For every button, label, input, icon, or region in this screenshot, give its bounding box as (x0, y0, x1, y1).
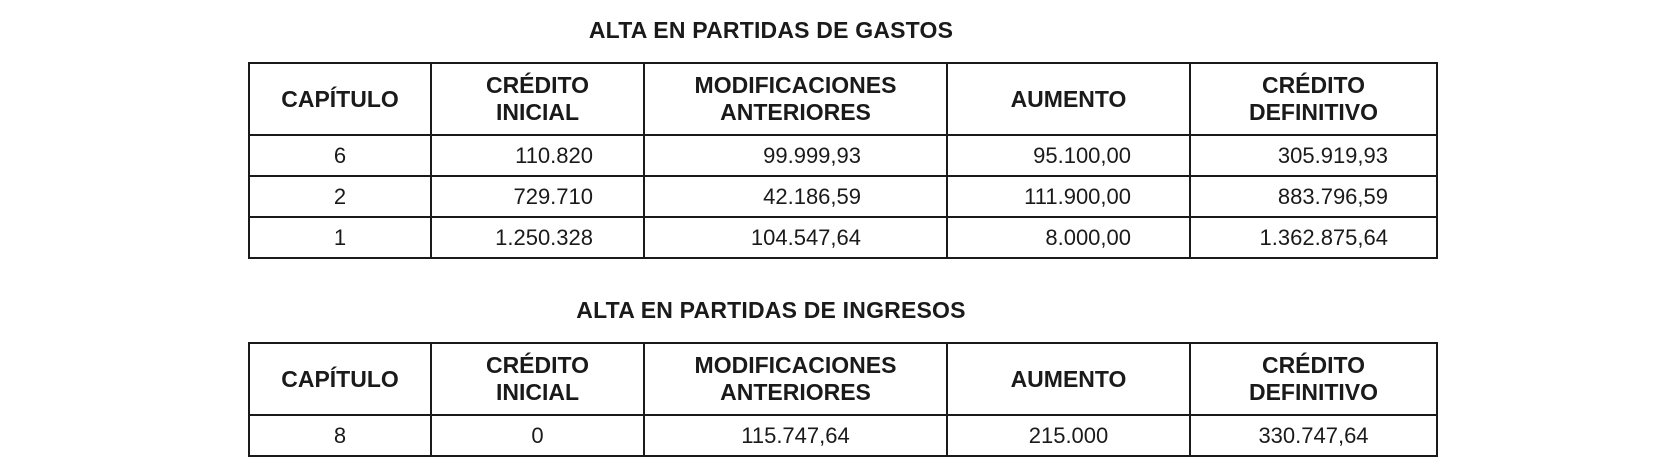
header-capitulo: CAPÍTULO (249, 343, 431, 415)
ingresos-table-title: ALTA EN PARTIDAS DE INGRESOS (576, 297, 966, 323)
cell-aumento: 215.000 (947, 415, 1190, 456)
header-aumento: AUMENTO (947, 63, 1190, 135)
gastos-table (248, 62, 1438, 259)
cell-modificaciones: 42.186,59 (644, 176, 947, 217)
cell-credito-inicial: 1.250.328 (431, 217, 644, 258)
cell-credito-definitivo: 1.362.875,64 (1190, 217, 1437, 258)
ingresos-table (248, 342, 1438, 457)
table-row (249, 217, 1437, 258)
cell-modificaciones: 99.999,93 (644, 135, 947, 176)
gastos-table-title: ALTA EN PARTIDAS DE GASTOS (588, 17, 954, 43)
cell-credito-inicial: 110.820 (431, 135, 644, 176)
header-aumento: AUMENTO (947, 343, 1190, 415)
table-row (249, 415, 1437, 456)
table-row (249, 135, 1437, 176)
cell-aumento: 95.100,00 (947, 135, 1190, 176)
header-modificaciones-anteriores: MODIFICACIONES ANTERIORES (644, 343, 947, 415)
table-header-row (249, 343, 1437, 415)
header-credito-inicial: CRÉDITO INICIAL (431, 343, 644, 415)
cell-credito-definitivo: 883.796,59 (1190, 176, 1437, 217)
header-credito-inicial: CRÉDITO INICIAL (431, 63, 644, 135)
cell-capitulo: 2 (249, 176, 431, 217)
cell-credito-inicial: 729.710 (431, 176, 644, 217)
cell-capitulo: 1 (249, 217, 431, 258)
cell-capitulo: 8 (249, 415, 431, 456)
cell-credito-inicial: 0 (431, 415, 644, 456)
cell-capitulo: 6 (249, 135, 431, 176)
header-modificaciones-anteriores: MODIFICACIONES ANTERIORES (644, 63, 947, 135)
cell-aumento: 8.000,00 (947, 217, 1190, 258)
table-row (249, 176, 1437, 217)
cell-modificaciones: 115.747,64 (644, 415, 947, 456)
table-header-row (249, 63, 1437, 135)
header-credito-definitivo: CRÉDITO DEFINITIVO (1190, 343, 1437, 415)
cell-aumento: 111.900,00 (947, 176, 1190, 217)
header-credito-definitivo: CRÉDITO DEFINITIVO (1190, 63, 1437, 135)
header-capitulo: CAPÍTULO (249, 63, 431, 135)
cell-credito-definitivo: 330.747,64 (1190, 415, 1437, 456)
cell-credito-definitivo: 305.919,93 (1190, 135, 1437, 176)
cell-modificaciones: 104.547,64 (644, 217, 947, 258)
